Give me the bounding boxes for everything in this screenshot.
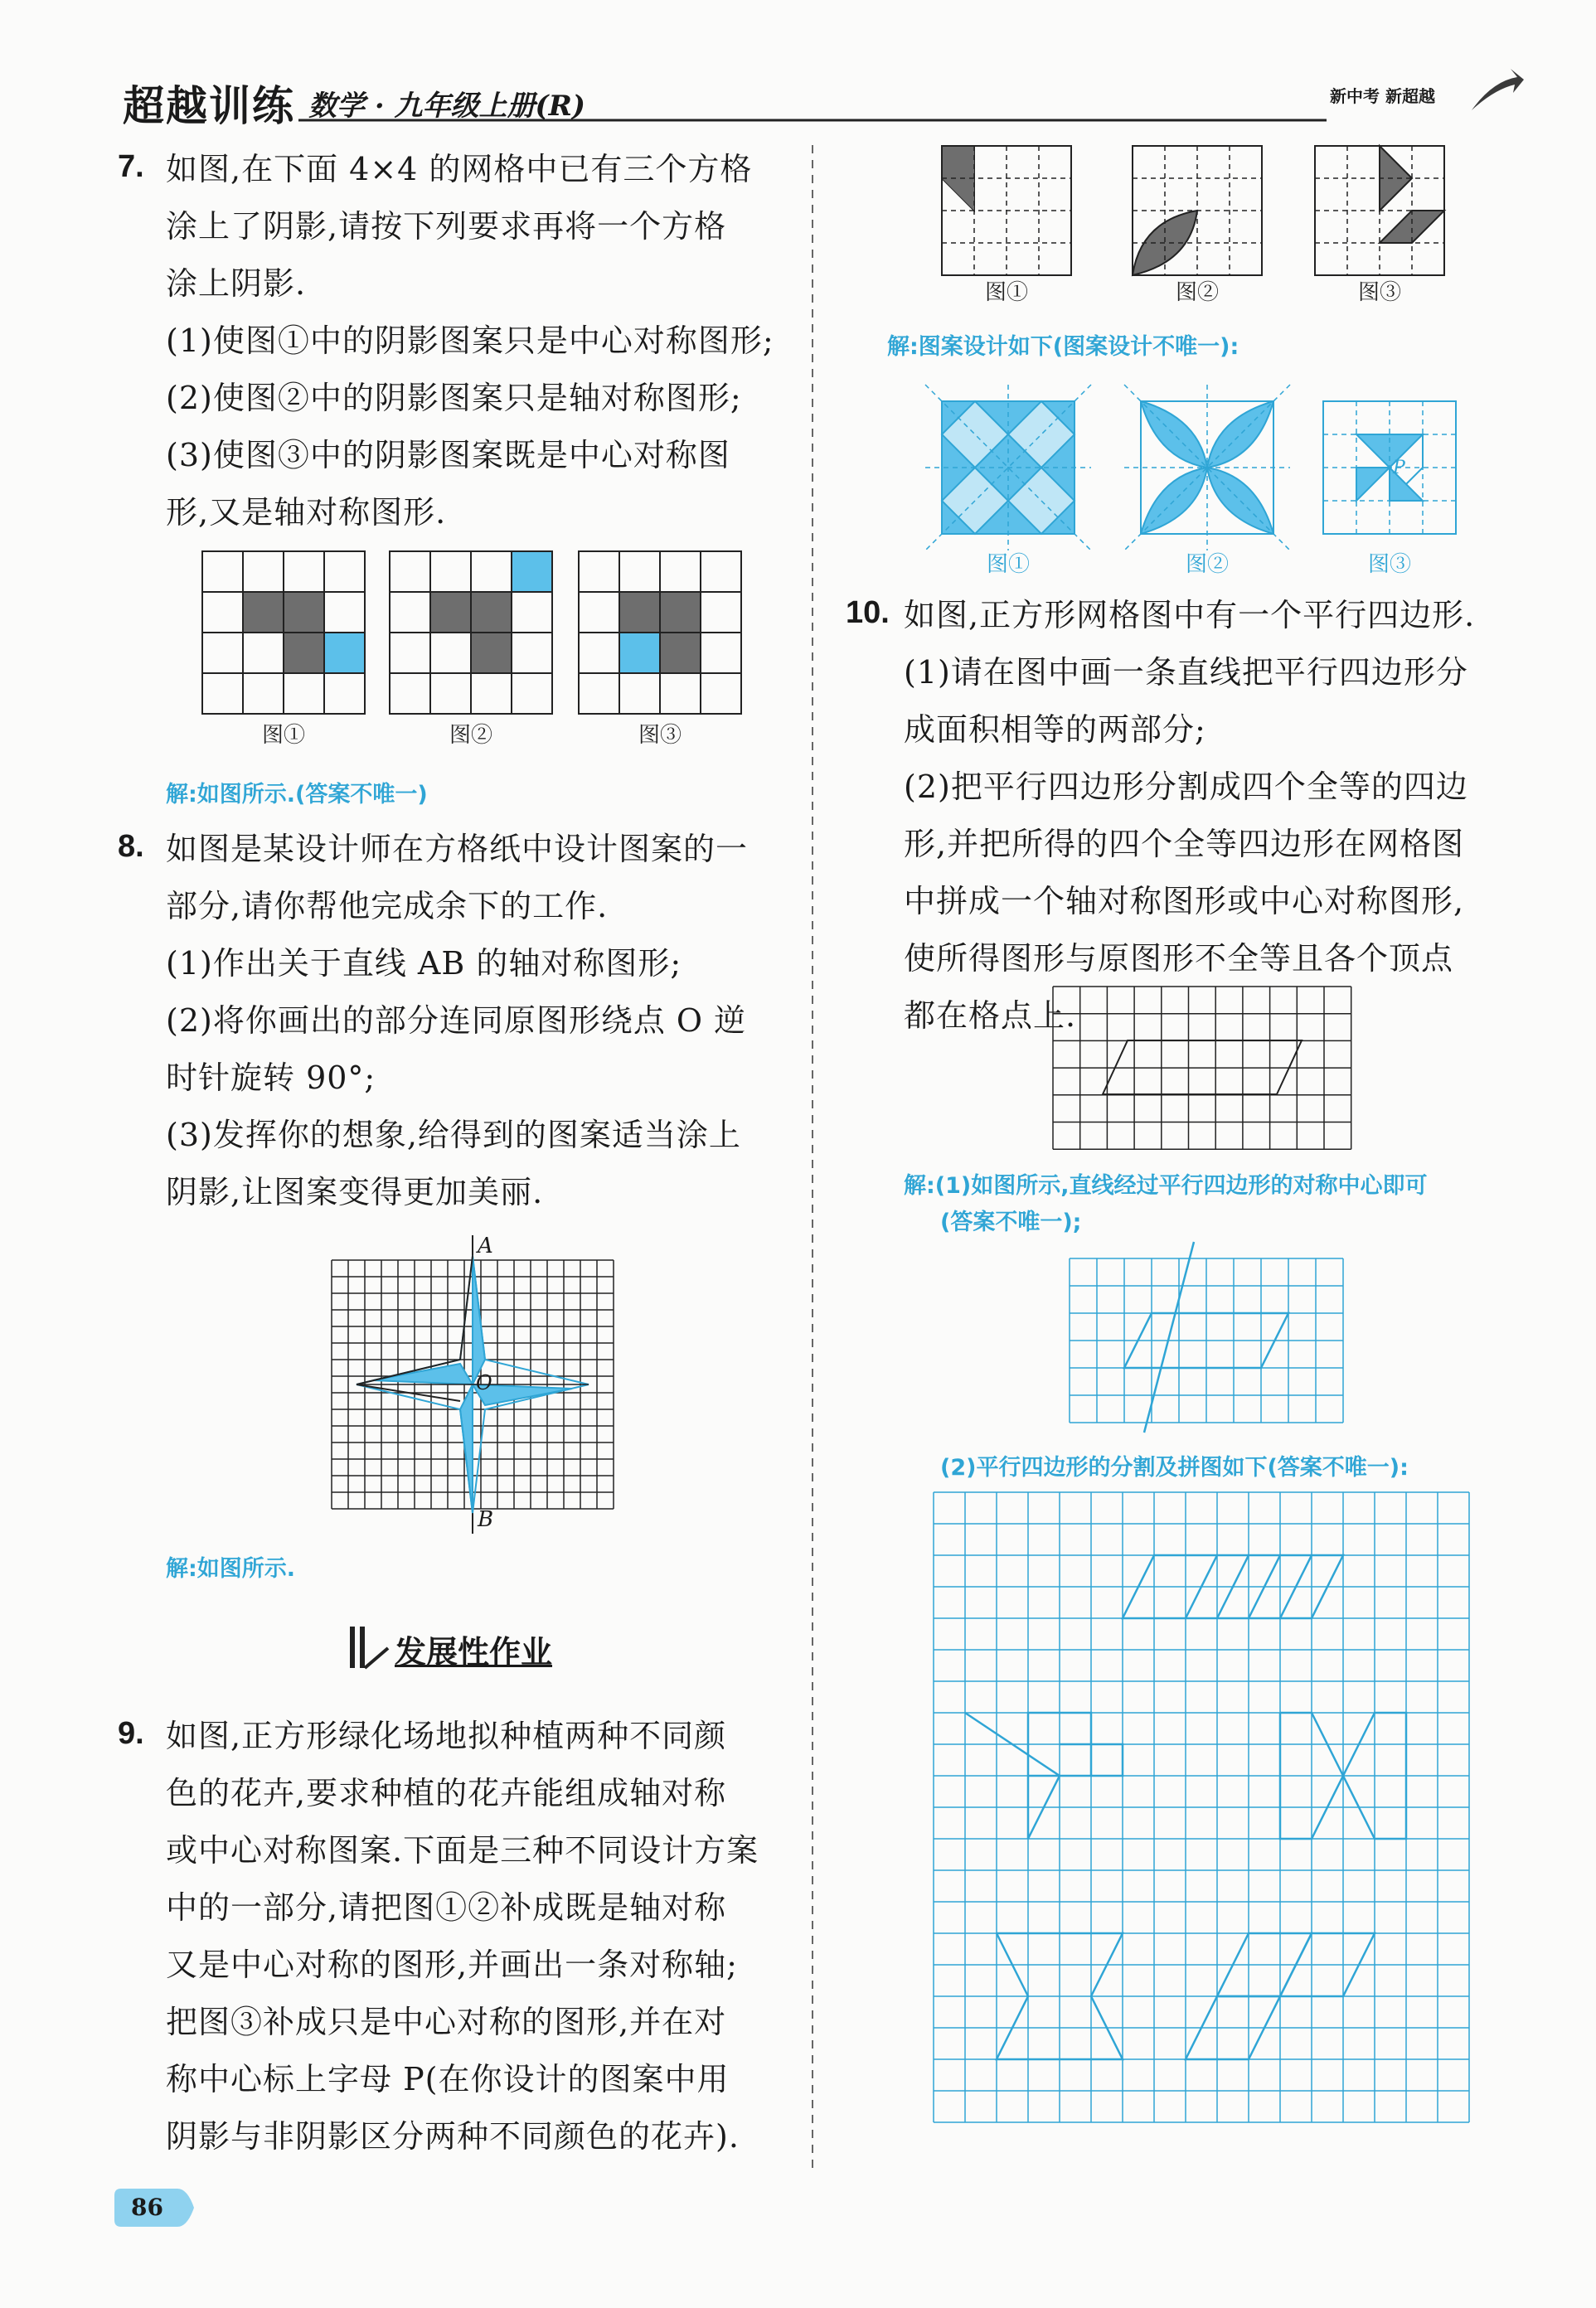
q9-answer-caption-3: 图③ — [1367, 552, 1411, 577]
q10-answer-1b: (答案不唯一); — [940, 1210, 1082, 1235]
q9-text: 如图,正方形绿化场地拟种植两种不同颜 色的花卉,要求种植的花卉能组成轴对称 或中心对称图案.下面是三种不同设计方案 中的一部分,请把图①②补成既是轴对称 又是中心对称的图形,并画出一条对称轴; 把图③补成只是中心对称的图形,并在对 称中心标上字母 P(在你设计的图案中用 阴影与非阴影区分两种不同颜色的花卉). — [166, 1718, 759, 2155]
q7-caption-1: 图① — [261, 723, 305, 748]
column-divider — [811, 145, 814, 2176]
header-title: 超越训练 — [123, 82, 295, 130]
q9-figure-3 — [1315, 146, 1444, 275]
q8-answer: 解:如图所示. — [166, 1556, 296, 1582]
q9-answer-figure-1 — [942, 401, 1075, 534]
q7-figure-2 — [390, 551, 552, 714]
section-icon — [345, 1623, 395, 1673]
q7-figure-3 — [579, 551, 741, 714]
section-title: 发展性作业 — [395, 1634, 553, 1670]
header-rule — [298, 108, 1509, 133]
q10-answer-figure-2 — [934, 1492, 1497, 2131]
q10-number: 10. — [846, 595, 890, 630]
page-number: 86 — [131, 2194, 163, 2221]
q8-label-o: O — [476, 1371, 492, 1394]
q8-label-a: A — [478, 1234, 493, 1258]
q7-text: 如图,在下面 4×4 的网格中已有三个方格 涂上了阴影,请按下列要求再将一个方格 涂上阴影. (1)使图①中的阴影图案只是中心对称图形; (2)使图②中的阴影图案只是轴对称图形; (3)使图③中的阴影图案既是中心对称图 形,又是轴对称图形. — [166, 151, 774, 531]
header-subtitle: 数学 · 九年级上册(R) — [308, 90, 585, 123]
q10-figure — [1053, 987, 1351, 1148]
q9-caption-3: 图③ — [1357, 280, 1401, 305]
q9-answer-caption-1: 图① — [986, 552, 1030, 577]
q8-number: 8. — [118, 829, 144, 864]
q9-answer-figure-3 — [1323, 401, 1456, 534]
q9-answer-figure-2 — [1141, 401, 1273, 534]
q9-answer-caption-2: 图② — [1185, 552, 1229, 577]
q7-caption-2: 图② — [449, 723, 492, 748]
q9-p-label: P — [1393, 458, 1405, 478]
q8-figure — [332, 1260, 614, 1509]
q9-answer: 解:图案设计如下(图案设计不唯一): — [887, 334, 1239, 360]
q7-answer: 解:如图所示.(答案不唯一) — [166, 782, 428, 807]
header-tagline: 新中考 新超越 — [1330, 86, 1435, 106]
q8-text: 如图是某设计师在方格纸中设计图案的一 部分,请你帮他完成余下的工作. (1)作出关于直线 AB 的轴对称图形; (2)将你画出的部分连同原图形绕点 O 逆 时针旋转 90°; (3)发挥你的想象,给得到的图案适当涂上 阴影,让图案变得更加美丽. — [166, 831, 749, 1210]
q10-text: 如图,正方形网格图中有一个平行四边形. (1)请在图中画一条直线把平行四边形分 成面积相等的两部分; (2)把平行四边形分割成四个全等的四边 形,并把所得的四个全等四边形在网格图 中拼成一个轴对称图形或中心对称图形, 使所得图形与原图形不全等且各个顶点 都在格点上. — [904, 597, 1476, 1034]
q10-answer-figure-1 — [1070, 1258, 1343, 1424]
q9-caption-2: 图② — [1175, 280, 1219, 305]
q9-figure-1 — [942, 146, 1071, 275]
q10-answer-2: (2)平行四边形的分割及拼图如下(答案不唯一): — [940, 1455, 1409, 1481]
q8-label-b: B — [478, 1507, 494, 1532]
q7-figure-1 — [202, 551, 365, 714]
q7-caption-3: 图③ — [638, 723, 682, 748]
q10-answer-1: 解:(1)如图所示,直线经过平行四边形的对称中心即可 — [904, 1173, 1428, 1199]
q9-caption-1: 图① — [984, 280, 1028, 305]
header-arrow-icon — [1467, 65, 1526, 123]
q7-number: 7. — [118, 149, 144, 184]
q9-number: 9. — [118, 1716, 144, 1751]
q9-figure-2 — [1133, 146, 1262, 275]
